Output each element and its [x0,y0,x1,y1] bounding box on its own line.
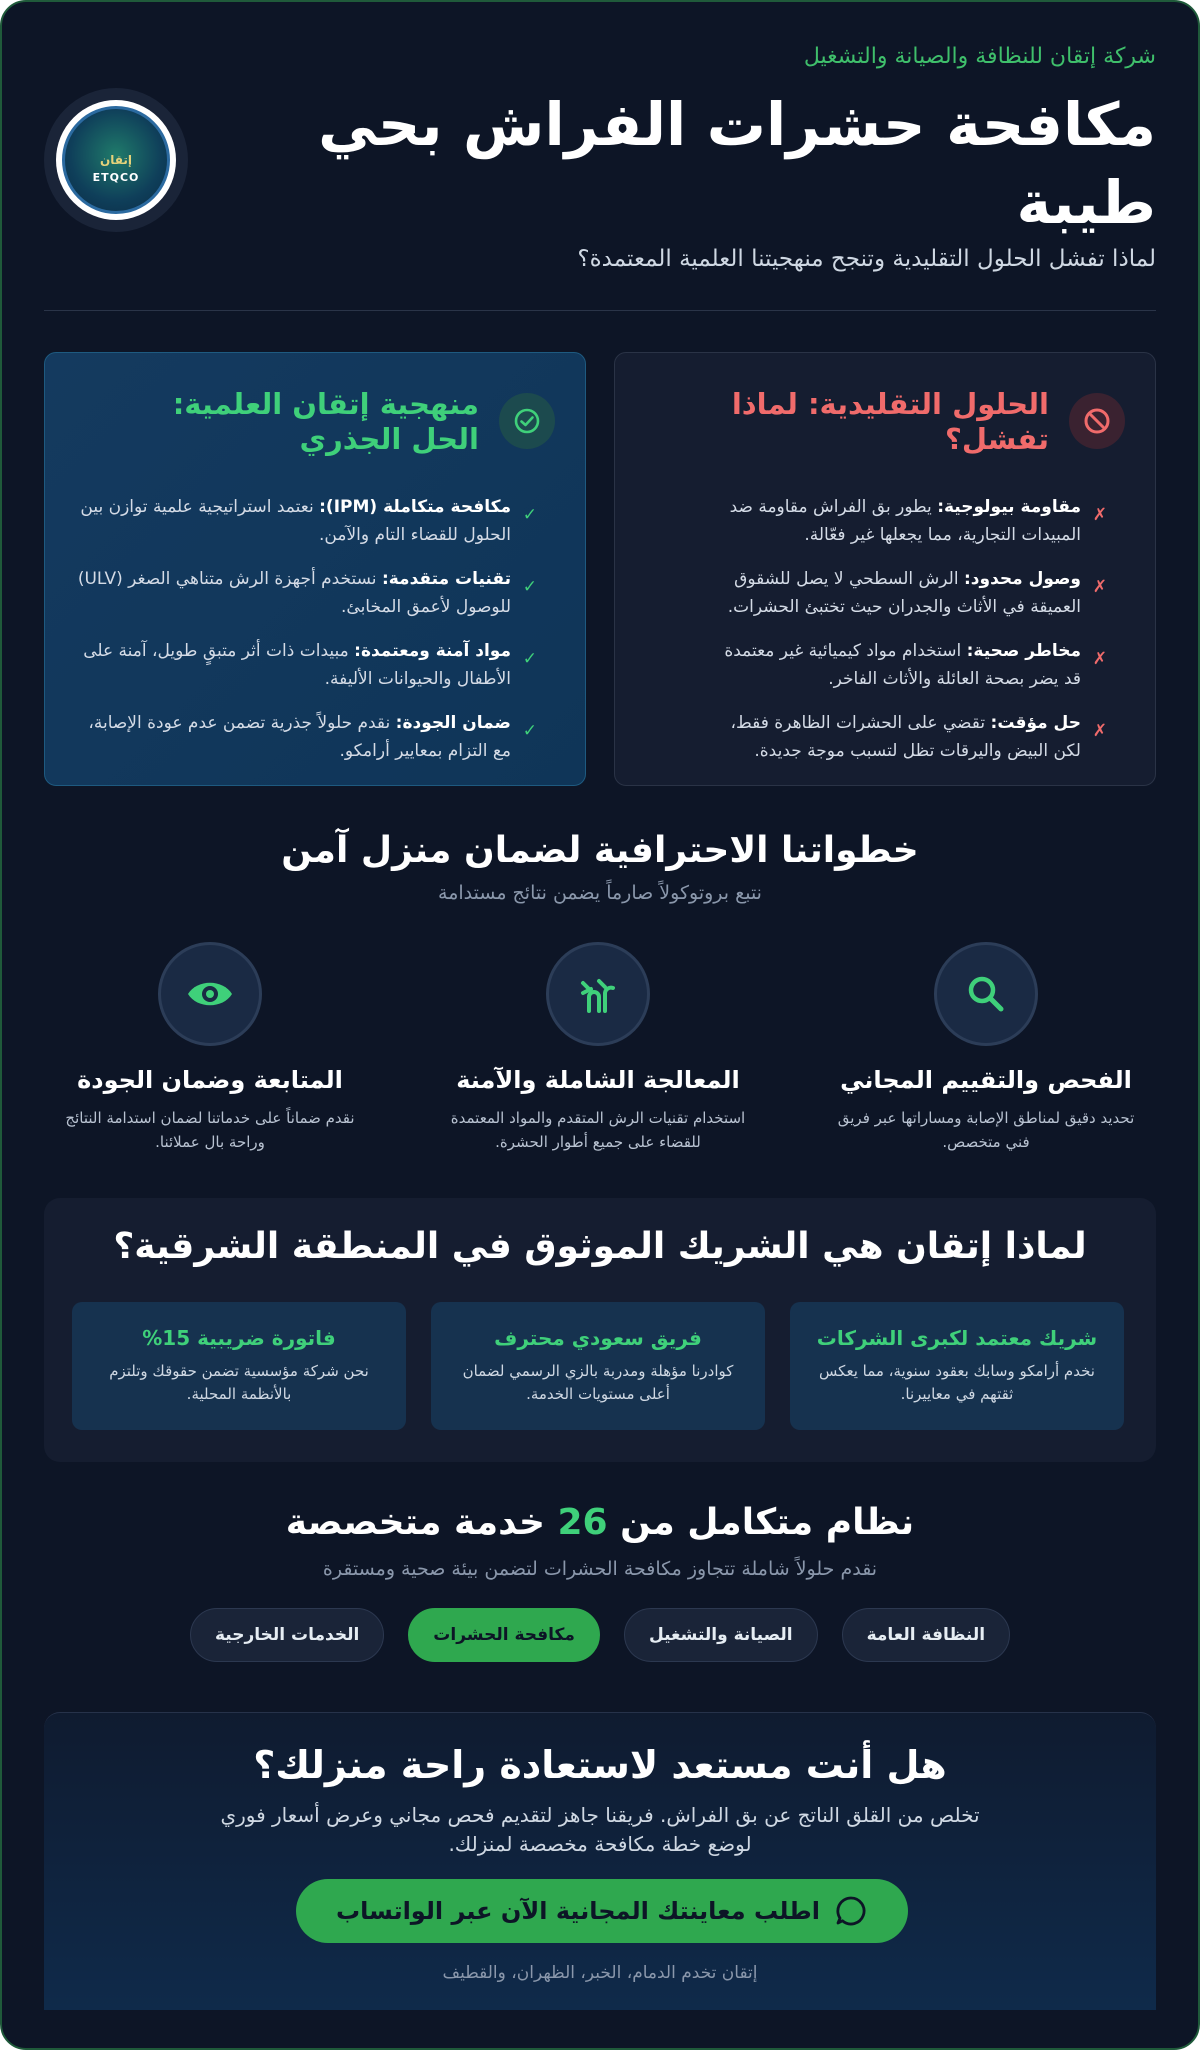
etqan-method-card [44,352,586,786]
whatsapp-request-button[interactable] [296,1879,908,1943]
logo [44,88,188,232]
why-card-certified-partner [790,1302,1124,1430]
item-label: مخاطر صحية: [966,641,1081,661]
card-header [75,387,555,483]
steps-title: خطواتنا الاحترافية لضمان منزل آمن [281,830,919,871]
header [44,2,1156,312]
cross-icon: ✗ [1092,649,1107,669]
item-label: حل مؤقت: [990,713,1081,733]
tab-external-services[interactable]: الخدمات الخارجية [190,1608,384,1662]
services-subtitle: نقدم حلولاً شاملة تتجاوز مكافحة الحشرات لتضمن بيئة صحية ومستقرة [322,1558,878,1580]
list-item [705,565,1125,621]
cross-icon: ✗ [1092,577,1107,597]
step-title: المعالجة الشاملة والآمنة [456,1066,740,1094]
why-section [44,1198,1156,1462]
item-text: استخدام مواد كيميائية غير معتمدة قد يضر بصحة العائلة والأثاث الفاخر. [724,641,1081,689]
page-subtitle: لماذا تفشل الحلول التقليدية وتنجح منهجيتنا العلمية المعتمدة؟ [577,246,1156,272]
tab-maintenance[interactable]: الصيانة والتشغيل [624,1608,818,1662]
list-item [705,493,1125,549]
cross-icon: ✗ [1092,721,1107,741]
item-label: وصول محدود: [963,569,1081,589]
why-card-title: شريك معتمد لكبرى الشركات [816,1326,1098,1350]
services-title-suffix: خدمة متخصصة [285,1502,558,1543]
item-text: الرش السطحي لا يصل للشقوق العميقة في الأثاث والجدران حيث تختبئ الحشرات. [727,569,1081,617]
services-count: 26 [557,1502,608,1543]
check-circle-icon [499,393,555,449]
item-label: تقنيات متقدمة: [381,569,511,589]
tab-general-cleaning[interactable]: النظافة العامة [842,1608,1010,1662]
step-text: استخدام تقنيات الرش المتقدم والمواد المعتمدة للقضاء على جميع أطوار الحشرة. [450,1109,746,1151]
why-card-text: نخدم أرامكو وسابك بعقود سنوية، مما يعكس ثقتهم في معاييرنا. [819,1362,1095,1403]
method-list [75,493,555,765]
button-label: اطلب معاينتك المجانية الآن عبر الواتساب [336,1897,820,1925]
list-item [705,709,1125,765]
step-title: الفحص والتقييم المجاني [840,1066,1132,1094]
why-card-text: نحن شركة مؤسسية تضمن حقوقك وتلتزم بالأنظمة المحلية. [109,1362,369,1403]
item-label: مقاومة بيولوجية: [937,497,1081,517]
traditional-solutions-card [614,352,1156,786]
logo-ring [56,100,176,220]
step-text: تحديد دقيق لمناطق الإصابة ومساراتها عبر فريق فني متخصص. [837,1109,1135,1151]
logo-emblem [62,106,170,214]
page-title: مكافحة حشرات الفراش بحي طيبة [318,90,1156,237]
item-text: نقدم حلولاً جذرية تضمن عدم عودة الإصابة، مع التزام بمعايير أرامكو. [88,713,511,761]
spray-icon [546,942,650,1046]
header-divider [44,310,1156,311]
why-card-title: فاتورة ضريبية 15% [142,1326,336,1350]
why-card-title: فريق سعودي محترف [494,1326,702,1350]
item-text: نعتمد استراتيجية علمية توازن بين الحلول للقضاء التام والآمن. [80,497,511,545]
company-name: شركة إتقان للنظافة والصيانة والتشغيل [803,44,1156,69]
traditional-list [645,493,1125,765]
why-card-text: كوادرنا مؤهلة ومدربة بالزي الرسمي لضمان أعلى مستويات الخدمة. [462,1362,734,1403]
why-title: لماذا إتقان هي الشريك الموثوق في المنطقة الشرقية؟ [113,1226,1087,1267]
services-tabs [44,1608,1156,1662]
cta-text: تخلص من القلق الناتج عن بق الفراش. فريقنا جاهز لتقديم فحص مجاني وعرض أسعار فوري لوضع خطة مكافحة مخصصة لمنزلك. [220,1803,980,1856]
item-label: ضمان الجودة: [395,713,511,733]
step-followup [40,942,380,1154]
step-inspection [816,942,1156,1154]
list-item [75,709,555,765]
search-icon [934,942,1038,1046]
item-label: مواد آمنة ومعتمدة: [354,641,511,661]
list-item [705,637,1125,693]
why-card-saudi-team [431,1302,765,1430]
whatsapp-icon [834,1894,868,1928]
cross-icon: ✗ [1092,505,1107,525]
item-text: نستخدم أجهزة الرش متناهي الصغر (ULV) للوصول لأعمق المخابئ. [77,569,511,617]
item-text: يطور بق الفراش مقاومة ضد المبيدات التجارية، مما يجعلها غير فعّالة. [729,497,1081,545]
check-icon: ✓ [522,649,537,669]
cta-footer: إتقان تخدم الدمام، الخبر، الظهران، والقطيف [442,1963,758,1983]
step-treatment [428,942,768,1154]
list-item [75,493,555,549]
card-title: الحلول التقليدية: لماذا تفشل؟ [731,387,1049,456]
cta-section [44,1712,1156,2010]
logo-arabic-text: إتقان [99,153,132,167]
check-icon: ✓ [522,505,537,525]
card-title: منهجية إتقان العلمية: الحل الجذري [172,387,479,456]
step-text: نقدم ضماناً على خدماتنا لضمان استدامة النتائج وراحة بال عملائنا. [65,1109,355,1151]
list-item [75,565,555,621]
check-icon: ✓ [522,577,537,597]
item-label: مكافحة متكاملة (IPM): [319,497,511,517]
services-title [44,1502,1156,1543]
card-header [645,387,1125,483]
tab-pest-control[interactable]: مكافحة الحشرات [408,1608,600,1662]
item-text: مبيدات ذات أثر متبقٍ طويل، آمنة على الأطفال والحيوانات الأليفة. [83,641,511,689]
why-card-tax-invoice [72,1302,406,1430]
item-text: تقضي على الحشرات الظاهرة فقط، لكن البيض واليرقات تظل لتسبب موجة جديدة. [730,713,1081,761]
step-title: المتابعة وضمان الجودة [77,1066,343,1094]
logo-text: ETQCO [92,171,140,184]
steps-subtitle: نتبع بروتوكولاً صارماً يضمن نتائج مستدامة [438,882,762,904]
ban-icon [1069,393,1125,449]
list-item [75,637,555,693]
cta-title: هل أنت مستعد لاستعادة راحة منزلك؟ [253,1743,947,1787]
services-title-prefix: نظام متكامل من [607,1502,915,1543]
check-icon: ✓ [522,721,537,741]
eye-icon [158,942,262,1046]
